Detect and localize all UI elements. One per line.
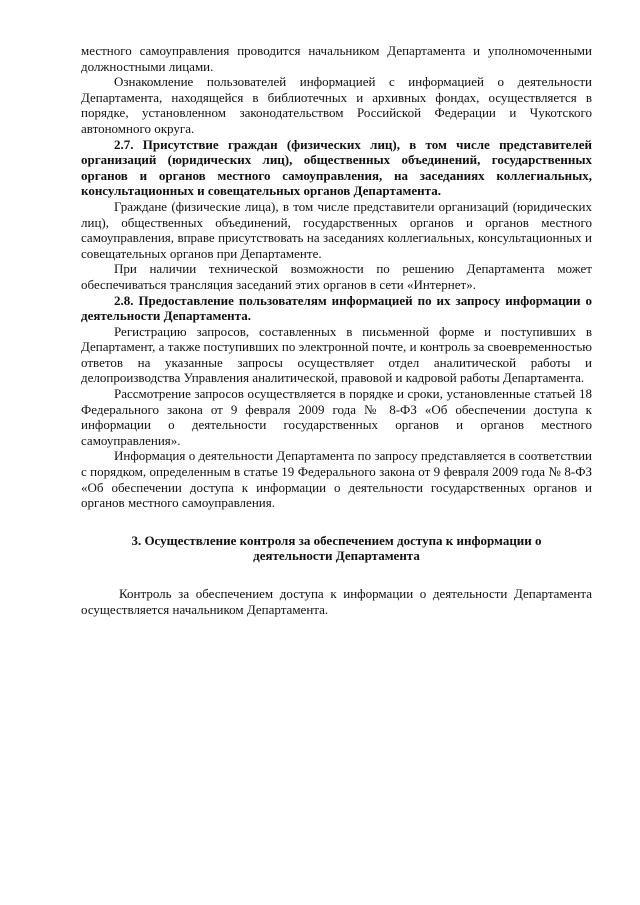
document-body — [81, 43, 592, 617]
paragraph-internet-broadcast: При наличии технической возможности по решению Департамента может обеспечиваться трансляция заседаний этих органов в сети «Интернет». — [81, 261, 592, 292]
section-2-7-heading: 2.7. Присутствие граждан (физических лиц), в том числе представителей организаций (юридических лиц), общественных объединений, государственных органов и органов местного самоуправления, на заседаниях коллегиальных, консультационных и совещательных органов Департамента. — [81, 136, 592, 199]
paragraph-request-review: Рассмотрение запросов осуществляется в порядке и сроки, установленные статьей 18 Федерального закона от 9 февраля 2009 года № 8-ФЗ «Об обеспечении доступа к информации о деятельности государственных органов и органов местного самоуправления». — [81, 386, 592, 448]
section-2-8-heading: 2.8. Предоставление пользователям информацией по их запросу информации о деятельности Департамента. — [81, 292, 592, 324]
paragraph-library-archive-access: Ознакомление пользователей информацией с информацией о деятельности Департамента, находящейся в библиотечных и архивных фондах, осуществляется в порядке, установленном законодательством Российской Федерации и Чукотского автономного округа. — [81, 74, 592, 136]
paragraph-citizens-attendance: Граждане (физические лица), в том числе представители организаций (юридических лиц), общественных объединений, государственных органов и органов местного самоуправления, вправе присутствовать на заседаниях коллегиальных, консультационных и совещательных органов при Департаменте. — [81, 198, 592, 261]
paragraph-control: Контроль за обеспечением доступа к информации о деятельности Департамента осуществляется начальником Департамента. — [81, 586, 592, 617]
paragraph-request-registration: Регистрацию запросов, составленных в письменной форме и поступивших в Департамент, а также поступивших по электронной почте, и контроль за своевременностью ответов на указанные запросы осуществляет отдел аналитической работы и делопроизводства Управления аналитической, правовой и кадровой работы Департамента. — [81, 323, 592, 386]
section-3-heading: 3. Осуществление контроля за обеспечением доступа к информации о деятельности Департамента — [131, 532, 542, 564]
paragraph-local-government: местного самоуправления проводится начальником Департамента и уполномоченными должностными лицами. — [81, 43, 592, 74]
paragraph-information-provision: Информация о деятельности Департамента по запросу представляется в соответствии с порядком, определенным в статье 19 Федерального закона от 9 февраля 2009 года № 8-ФЗ «Об обеспечении доступа к информации о деятельности государственных органов и органов местного самоуправления. — [81, 448, 592, 511]
